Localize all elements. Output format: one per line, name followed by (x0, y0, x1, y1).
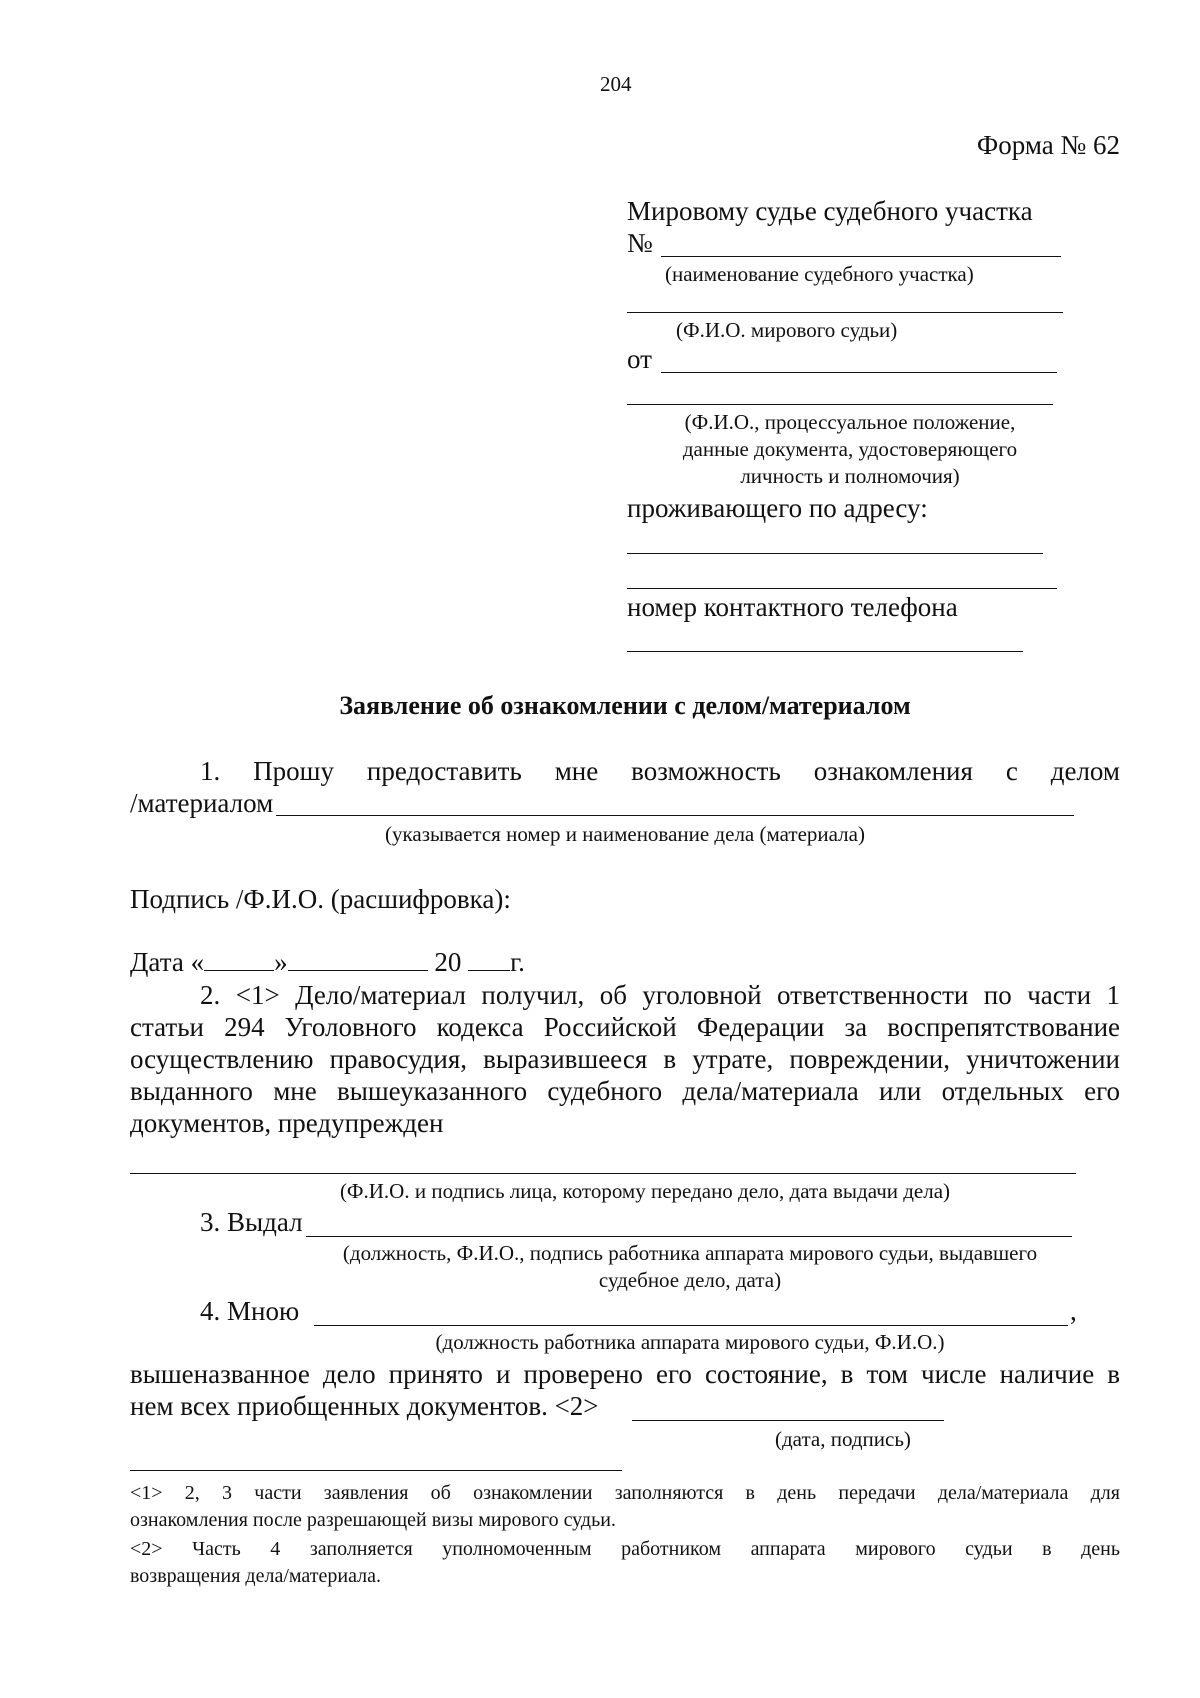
signature-label: Подпись /Ф.И.О. (расшифровка): (130, 884, 511, 914)
judge-name-blank[interactable] (627, 312, 1063, 313)
month-blank[interactable] (288, 948, 428, 971)
hint-applicant-2: данные документа, удостоверяющего (682, 437, 1018, 461)
section3-hint-1: (должность, Ф.И.О., подпись работника аппарата мирового судьи, выдавшего (342, 1241, 1038, 1265)
section4-line3: нем всех приобщенных документов. <2> (130, 1391, 599, 1421)
phone-label: номер контактного телефона (627, 592, 958, 622)
phone-blank[interactable] (627, 651, 1023, 652)
from-label: от (627, 344, 652, 374)
court-site-blank[interactable] (661, 256, 1061, 257)
hint-court-site: (наименование судебного участка) (665, 262, 974, 286)
case-number-blank[interactable] (276, 815, 1074, 816)
day-blank[interactable] (204, 948, 274, 971)
return-date-blank[interactable] (632, 1420, 944, 1421)
hint-judge-name: (Ф.И.О. мирового судьи) (676, 318, 898, 342)
number-sign: № (627, 228, 653, 258)
date-quote-close: » (274, 947, 288, 977)
footnote-2-line1: <2> Часть 4 заполняется уполномоченным работником аппарата мирового судьи в день (130, 1538, 1120, 1560)
section1-line1: 1. Прошу предоставить мне возможность ознакомления с делом (200, 756, 1120, 786)
applicant-blank-2[interactable] (627, 404, 1053, 405)
section3-hint-2: судебное дело, дата) (598, 1268, 782, 1292)
section2-line4: выданного мне вышеуказанного судебного дела/материала или отдельных его (130, 1076, 1120, 1106)
addressee-line1: Мировому судье судебного участка (627, 196, 1033, 226)
date-label: Дата « (130, 947, 205, 977)
applicant-blank-1[interactable] (661, 372, 1057, 373)
issued-by-blank[interactable] (306, 1236, 1072, 1237)
section2-hint: (Ф.И.О. и подпись лица, которому передано дело, дата выдачи дела) (339, 1179, 951, 1203)
recipient-signature-blank[interactable] (130, 1173, 1076, 1174)
year-blank[interactable] (468, 948, 510, 971)
section1-hint: (указывается номер и наименование дела (материала) (385, 822, 865, 846)
section2-line5: документов, предупрежден (130, 1108, 444, 1138)
section4-label: 4. Мною (200, 1296, 300, 1326)
year-prefix: 20 (434, 947, 462, 977)
address-blank-1[interactable] (627, 553, 1043, 554)
received-by-blank[interactable] (314, 1325, 1068, 1326)
section4-hint: (должность работника аппарата мирового судьи, Ф.И.О.) (435, 1330, 945, 1354)
address-label: проживающего по адресу: (627, 493, 928, 523)
hint-applicant-3: личность и полномочия) (740, 464, 960, 488)
form-number: Форма № 62 (976, 130, 1120, 160)
section4-line2: вышеназванное дело принято и проверено его состояние, в том числе наличие в (130, 1359, 1120, 1389)
section2-line1: 2. <1> Дело/материал получил, об уголовной ответственности по части 1 (200, 980, 1120, 1010)
section4-comma: , (1070, 1296, 1077, 1326)
hint-applicant-1: (Ф.И.О., процессуальное положение, (684, 410, 1016, 434)
year-suffix: г. (510, 947, 525, 977)
footnote-2-line2: возвращения дела/материала. (130, 1565, 381, 1587)
section3-label: 3. Выдал (200, 1207, 303, 1237)
footnote-1-line1: <1> 2, 3 части заявления об ознакомлении заполняются в день передачи дела/материала для (130, 1482, 1120, 1504)
section2-line3: осуществлению правосудия, выразившееся в утрате, повреждении, уничтожении (130, 1044, 1120, 1074)
footnote-separator (130, 1470, 622, 1471)
page-number: 204 (600, 72, 632, 96)
section2-line2: статьи 294 Уголовного кодекса Российской Федерации за воспрепятствование (130, 1012, 1120, 1042)
footnote-1-line2: ознакомления после разрешающей визы мирового судьи. (130, 1509, 616, 1531)
section4-hint-date: (дата, подпись) (775, 1427, 911, 1451)
section1-material-label: /материалом (130, 788, 274, 818)
document-title: Заявление об ознакомлении с делом/материалом (339, 691, 911, 720)
date-line (130, 947, 525, 978)
address-blank-2[interactable] (627, 588, 1057, 589)
